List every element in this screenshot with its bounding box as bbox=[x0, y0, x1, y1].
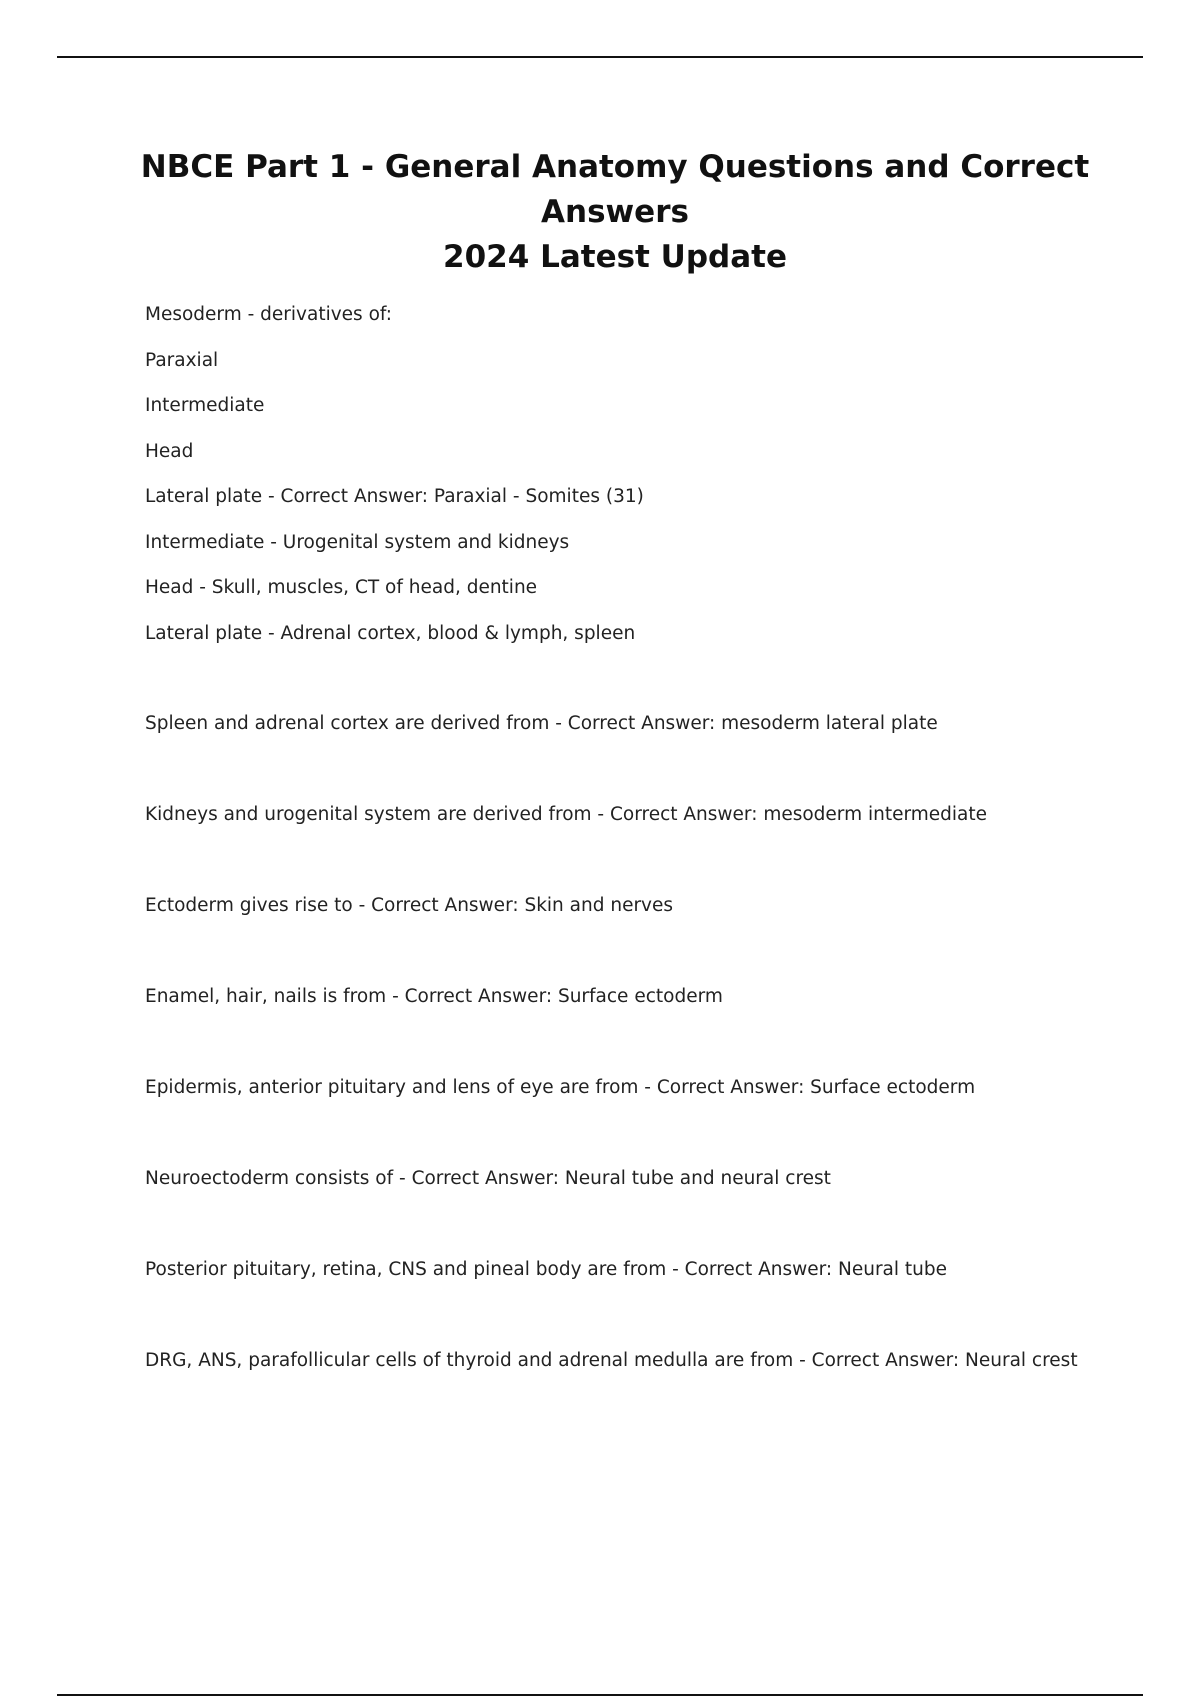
qa-item: Spleen and adrenal cortex are derived from - Correct Answer: mesoderm lateral plate bbox=[145, 713, 938, 734]
qa-item: Posterior pituitary, retina, CNS and pineal body are from - Correct Answer: Neural tube bbox=[145, 1259, 948, 1280]
intro-line: Mesoderm - derivatives of: bbox=[145, 304, 392, 325]
intro-line: Intermediate - Urogenital system and kidneys bbox=[145, 531, 570, 553]
page-title bbox=[90, 145, 1140, 280]
qa-item: Neuroectoderm consists of - Correct Answer: Neural tube and neural crest bbox=[145, 1168, 831, 1189]
intro-line: Head - Skull, muscles, CT of head, dentine bbox=[145, 577, 538, 598]
intro-line: Intermediate bbox=[145, 395, 265, 416]
spacer bbox=[145, 664, 1125, 709]
qa-item: Ectoderm gives rise to - Correct Answer: Skin and nerves bbox=[145, 895, 674, 916]
bottom-rule bbox=[57, 1694, 1143, 1696]
intro-line: Lateral plate - Adrenal cortex, blood & lymph, spleen bbox=[145, 622, 636, 644]
title-line-1: NBCE Part 1 - General Anatomy Questions and Correct Answers bbox=[140, 149, 1090, 230]
intro-line: Lateral plate - Correct Answer: Paraxial - Somites (31) bbox=[145, 486, 644, 507]
qa-item: Enamel, hair, nails is from - Correct Answer: Surface ectoderm bbox=[145, 986, 723, 1007]
top-rule bbox=[57, 56, 1143, 58]
intro-line: Paraxial bbox=[145, 349, 219, 371]
qa-item: Epidermis, anterior pituitary and lens of eye are from - Correct Answer: Surface ectoderm bbox=[145, 1077, 976, 1098]
title-line-2: 2024 Latest Update bbox=[443, 239, 787, 275]
intro-line: Head bbox=[145, 440, 194, 462]
qa-item: Kidneys and urogenital system are derived from - Correct Answer: mesoderm intermediate bbox=[145, 804, 988, 825]
qa-item: DRG, ANS, parafollicular cells of thyroid and adrenal medulla are from - Correct Answer: Neural crest bbox=[145, 1350, 1078, 1371]
document-body bbox=[145, 300, 1125, 1437]
